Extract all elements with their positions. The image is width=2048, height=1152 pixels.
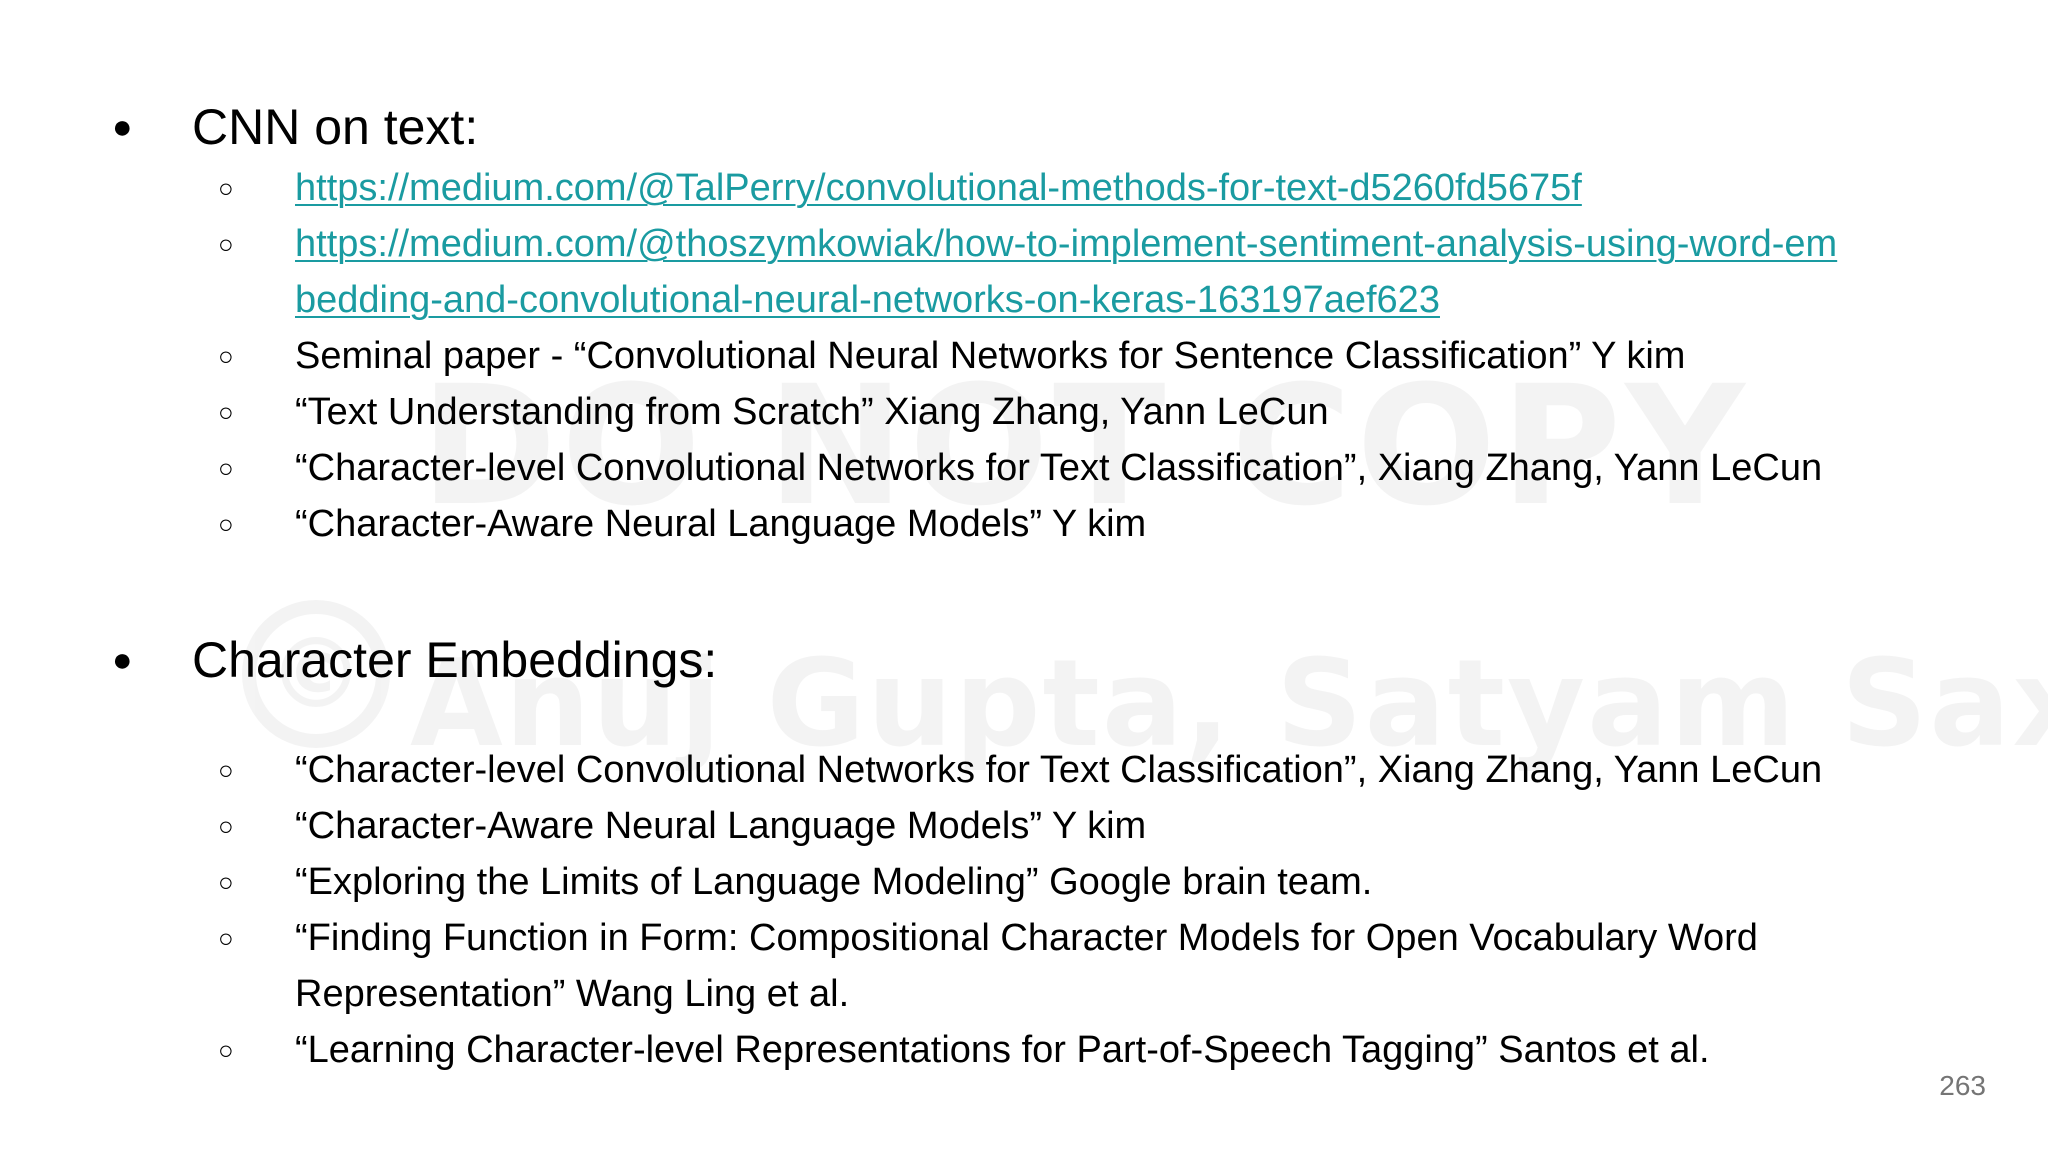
bullet-icon: ● — [112, 641, 133, 679]
reference-text: “Exploring the Limits of Language Modeling” Google brain team. — [295, 861, 1373, 903]
medium-thoszymkowiak-link[interactable] — [295, 216, 2008, 328]
sub-bullet-icon: ○ — [218, 811, 234, 841]
medium-talperry-link[interactable]: https://medium.com/@TalPerry/convolutional-methods-for-text-d5260fd5675f — [295, 167, 1582, 209]
list-item — [0, 798, 2048, 854]
reference-text: “Finding Function in Form: Compositional Character Models for Open Vocabulary Word — [295, 917, 1758, 959]
reference-text-continued: Representation” Wang Ling et al. — [295, 973, 850, 1015]
sub-bullet-icon: ○ — [218, 397, 234, 427]
list-item — [0, 496, 2048, 552]
reference-text: “Character-Aware Neural Language Models” Y kim — [295, 805, 1147, 847]
sub-bullet-icon: ○ — [218, 867, 234, 897]
link-line-1[interactable]: https://medium.com/@thoszymkowiak/how-to-implement-sentiment-analysis-using-word-em — [295, 223, 1838, 265]
cnn-heading — [112, 92, 478, 162]
char-heading-text: Character Embeddings: — [192, 632, 718, 688]
list-item — [0, 440, 2048, 496]
link-line-2[interactable]: bedding-and-convolutional-neural-networks-on-keras-163197aef623 — [295, 279, 1440, 321]
page-number: 263 — [1939, 1070, 1986, 1101]
sub-bullet-icon: ○ — [218, 453, 234, 483]
list-item — [0, 742, 2048, 798]
cnn-list — [0, 160, 2048, 552]
sub-bullet-icon: ○ — [218, 509, 234, 539]
sub-bullet-icon: ○ — [218, 341, 234, 371]
sub-bullet-icon: ○ — [218, 755, 234, 785]
bullet-icon: ● — [112, 108, 133, 146]
list-item — [0, 328, 2048, 384]
list-item — [0, 384, 2048, 440]
reference-text: “Learning Character-level Representations for Part-of-Speech Tagging” Santos et al. — [295, 1029, 1710, 1071]
reference-text: “Character-level Convolutional Networks for Text Classification”, Xiang Zhang, Yann LeCun — [295, 447, 1823, 489]
list-item — [0, 1022, 2048, 1078]
reference-text: “Character-Aware Neural Language Models” Y kim — [295, 503, 1147, 545]
sub-bullet-icon: ○ — [218, 173, 234, 203]
list-item — [0, 854, 2048, 910]
sub-bullet-icon: ○ — [218, 229, 234, 259]
reference-text: “Text Understanding from Scratch” Xiang Zhang, Yann LeCun — [295, 391, 1329, 433]
sub-bullet-icon: ○ — [218, 923, 234, 953]
list-item — [0, 910, 2048, 1022]
cnn-heading-text: CNN on text: — [192, 99, 479, 155]
sub-bullet-icon: ○ — [218, 1035, 234, 1065]
reference-text: Seminal paper - “Convolutional Neural Networks for Sentence Classification” Y kim — [295, 335, 1686, 377]
list-item — [0, 160, 2048, 216]
char-list — [0, 742, 2048, 1078]
list-item — [0, 216, 2048, 328]
reference-text: “Character-level Convolutional Networks for Text Classification”, Xiang Zhang, Yann LeCun — [295, 749, 1823, 791]
char-heading — [112, 625, 717, 695]
